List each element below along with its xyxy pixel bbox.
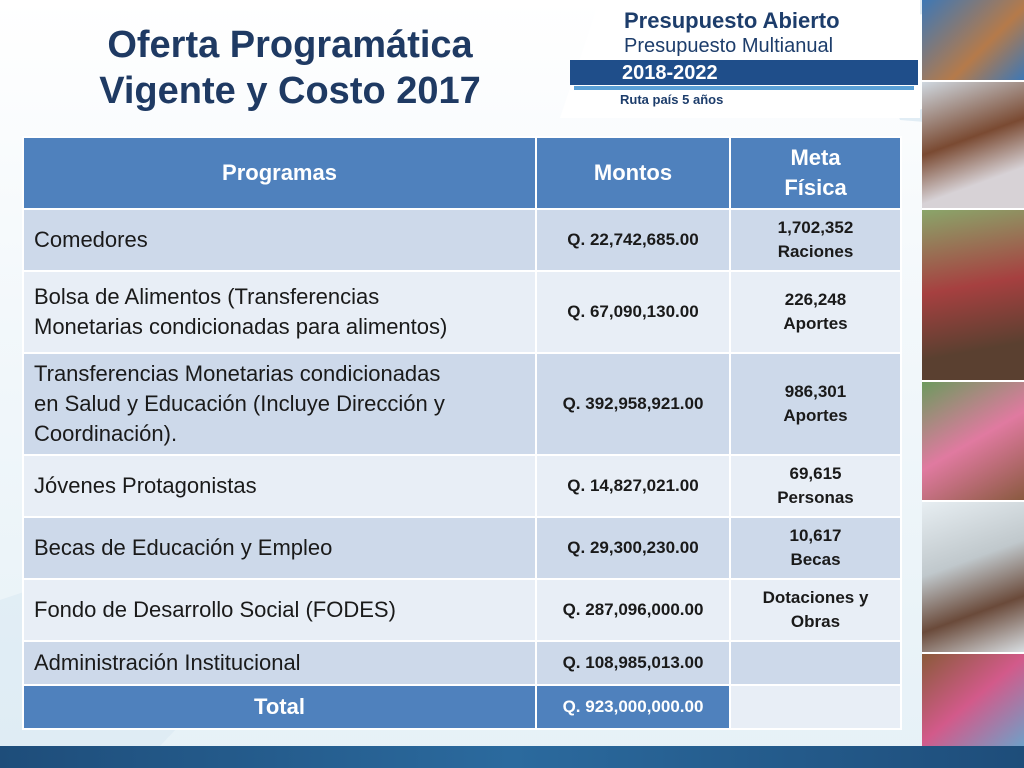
table-row [23,455,901,517]
table-row [23,353,901,455]
row-programa: Transferencias Monetarias condicionadas en Salud y Educación (Incluye Dirección y Coordinación). [23,353,536,455]
table-header-row [23,137,901,209]
row-monto: Q. 22,742,685.00 [536,209,730,271]
logo-subtitle: Presupuesto Multianual [624,35,834,57]
row-meta: Dotaciones y Obras [730,579,901,641]
row-monto: Q. 392,958,921.00 [536,353,730,455]
table-row [23,579,901,641]
row-meta: 10,617 Becas [730,517,901,579]
total-meta [730,685,901,729]
header-meta-fisica: Meta Física [730,137,901,209]
row-programa: Becas de Educación y Empleo [23,517,536,579]
row-monto: Q. 287,096,000.00 [536,579,730,641]
photo-classroom [922,502,1024,655]
row-programa: Fondo de Desarrollo Social (FODES) [23,579,536,641]
photo-girls [922,382,1024,503]
table-row [23,271,901,353]
row-meta: 986,301 Aportes [730,353,901,455]
photo-elder [922,210,1024,383]
table-row [23,641,901,685]
footer-bar [0,746,1024,768]
logo-title: Presupuesto Abierto [624,8,840,33]
photo-strip [922,0,1024,746]
row-programa: Comedores [23,209,536,271]
row-meta [730,641,901,685]
total-monto: Q. 923,000,000.00 [536,685,730,729]
row-meta: 1,702,352 Raciones [730,209,901,271]
table-total-row [23,685,901,729]
title-line-1: Oferta Programática [107,24,473,66]
row-monto: Q. 29,300,230.00 [536,517,730,579]
budget-table [22,136,902,730]
row-monto: Q. 67,090,130.00 [536,271,730,353]
title-line-2: Vigente y Costo 2017 [99,70,481,112]
row-monto: Q. 108,985,013.00 [536,641,730,685]
logo-years: 2018-2022 [622,62,718,84]
row-programa: Bolsa de Alimentos (Transferencias Monetarias condicionadas para alimentos) [23,271,536,353]
logo-tagline: Ruta país 5 años [620,92,724,107]
row-meta: 226,248 Aportes [730,271,901,353]
row-programa: Administración Institucional [23,641,536,685]
photo-child-1 [922,0,1024,83]
photo-kids [922,654,1024,749]
table-row [23,517,901,579]
total-label: Total [23,685,536,729]
row-monto: Q. 14,827,021.00 [536,455,730,517]
table-row [23,209,901,271]
page-title [40,22,540,114]
photo-child-2 [922,82,1024,211]
row-programa: Jóvenes Protagonistas [23,455,536,517]
header-programas: Programas [23,137,536,209]
presupuesto-abierto-logo [560,0,920,118]
header-montos: Montos [536,137,730,209]
row-meta: 69,615 Personas [730,455,901,517]
